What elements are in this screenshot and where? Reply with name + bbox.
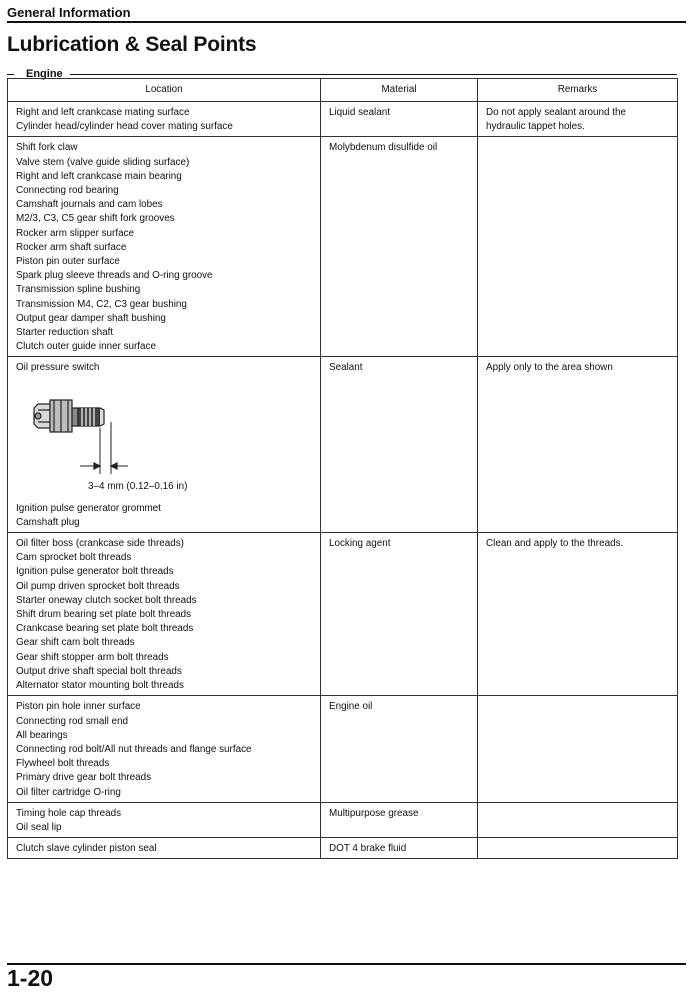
location-item: Flywheel bolt threads [16,758,110,770]
section-label: General Information [7,5,131,20]
location-item: Ignition pulse generator bolt threads [16,566,174,578]
location-cell [8,533,321,696]
material-value: DOT 4 brake fluid [329,843,407,855]
location-item: Transmission M4, C2, C3 gear bushing [16,298,187,310]
column-header-remarks: Remarks [478,79,678,102]
location-cell [8,802,321,837]
location-item: Piston pin hole inner surface [16,701,141,713]
group-rule [70,74,677,75]
location-item: Gear shift stopper arm bolt threads [16,651,169,663]
location-item: All bearings [16,729,68,741]
location-item: Piston pin outer surface [16,256,120,268]
location-item: Oil filter boss (crankcase side threads) [16,538,184,550]
location-item: Shift drum bearing set plate bolt threads [16,609,192,621]
location-item: Clutch slave cylinder piston seal [16,843,157,855]
location-cell [8,137,321,357]
material-cell [321,838,478,859]
location-item: Camshaft journals and cam lobes [16,199,163,211]
material-value: Liquid sealant [329,107,390,118]
remarks-cell [478,696,678,802]
remarks-cell [478,802,678,837]
location-item: M2/3, C3, C5 gear shift fork grooves [16,213,175,225]
location-item: Right and left crankcase main bearing [16,170,182,182]
location-cell [8,838,321,859]
location-item: Gear shift cam bolt threads [16,637,135,649]
table-row [8,696,678,802]
location-item: Alternator stator mounting bolt threads [16,680,184,692]
dimension-label: 3–4 mm (0.12–0.16 in) [88,480,188,492]
remarks-text: Apply only to the area shown [486,362,613,374]
location-item: Oil pressure switch [16,362,100,374]
table-header-row [8,79,678,102]
group-bracket [7,74,14,75]
remarks-cell [478,102,678,137]
location-item: Starter oneway clutch socket bolt threads [16,594,197,606]
lubrication-table [7,78,678,859]
location-cell [8,102,321,137]
location-item: Transmission spline bushing [16,284,141,296]
table-row [8,802,678,837]
location-item: Output drive shaft special bolt threads [16,665,182,677]
location-item: Cylinder head/cylinder head cover mating surface [16,121,233,133]
location-item: Right and left crankcase mating surface [16,107,190,118]
table-row [8,357,678,533]
material-value: Molybdenum disulfide oil [329,142,438,154]
material-value: Sealant [329,362,363,374]
location-item: Oil pump driven sprocket bolt threads [16,580,180,592]
location-item: Rocker arm shaft surface [16,241,127,253]
location-item: Oil filter cartridge O-ring [16,786,121,798]
location-item: Spark plug sleeve threads and O-ring groove [16,270,213,282]
material-value: Locking agent [329,538,391,550]
location-item: Connecting rod small end [16,715,128,727]
remarks-text: Do not apply sealant around the [486,107,626,118]
location-item: Ignition pulse generator grommet [16,502,161,514]
location-item: Timing hole cap threads [16,807,122,819]
table-row [8,102,678,137]
location-cell [8,696,321,802]
location-item: Connecting rod bolt/All nut threads and flange surface [16,743,252,755]
table-row [8,838,678,859]
column-header-location: Location [8,79,321,102]
location-item: Output gear damper shaft bushing [16,312,166,324]
material-value: Multipurpose grease [329,807,419,819]
material-cell [321,357,478,533]
material-cell [321,137,478,357]
remarks-text: Clean and apply to the threads. [486,538,624,550]
page-title: Lubrication & Seal Points [7,33,257,56]
remarks-text: hydraulic tappet holes. [486,121,585,133]
material-cell [321,802,478,837]
location-item: Oil seal lip [16,821,62,833]
remarks-cell [478,357,678,533]
location-item: Rocker arm slipper surface [16,227,134,239]
location-item: Valve stem (valve guide sliding surface) [16,156,190,168]
location-item: Starter reduction shaft [16,327,114,339]
material-cell [321,533,478,696]
group-label: Engine [26,68,63,80]
location-item: Cam sprocket bolt threads [16,552,132,564]
oil-pressure-switch-diagram [16,376,314,502]
location-item: Primary drive gear bolt threads [16,772,152,784]
table-row [8,533,678,696]
remarks-cell [478,533,678,696]
column-header-material: Material [321,79,478,102]
location-item: Clutch outer guide inner surface [16,341,156,353]
header-rule [7,21,686,23]
footer-rule [7,963,686,965]
location-item: Camshaft plug [16,516,80,528]
material-cell [321,102,478,137]
table-row [8,137,678,357]
remarks-cell [478,137,678,357]
location-cell [8,357,321,533]
material-cell [321,696,478,802]
location-item: Crankcase bearing set plate bolt threads [16,623,194,635]
material-value: Engine oil [329,701,373,713]
remarks-cell [478,838,678,859]
location-item: Connecting rod bearing [16,185,119,197]
page-number: 1-20 [7,965,54,991]
location-item: Shift fork claw [16,142,78,154]
